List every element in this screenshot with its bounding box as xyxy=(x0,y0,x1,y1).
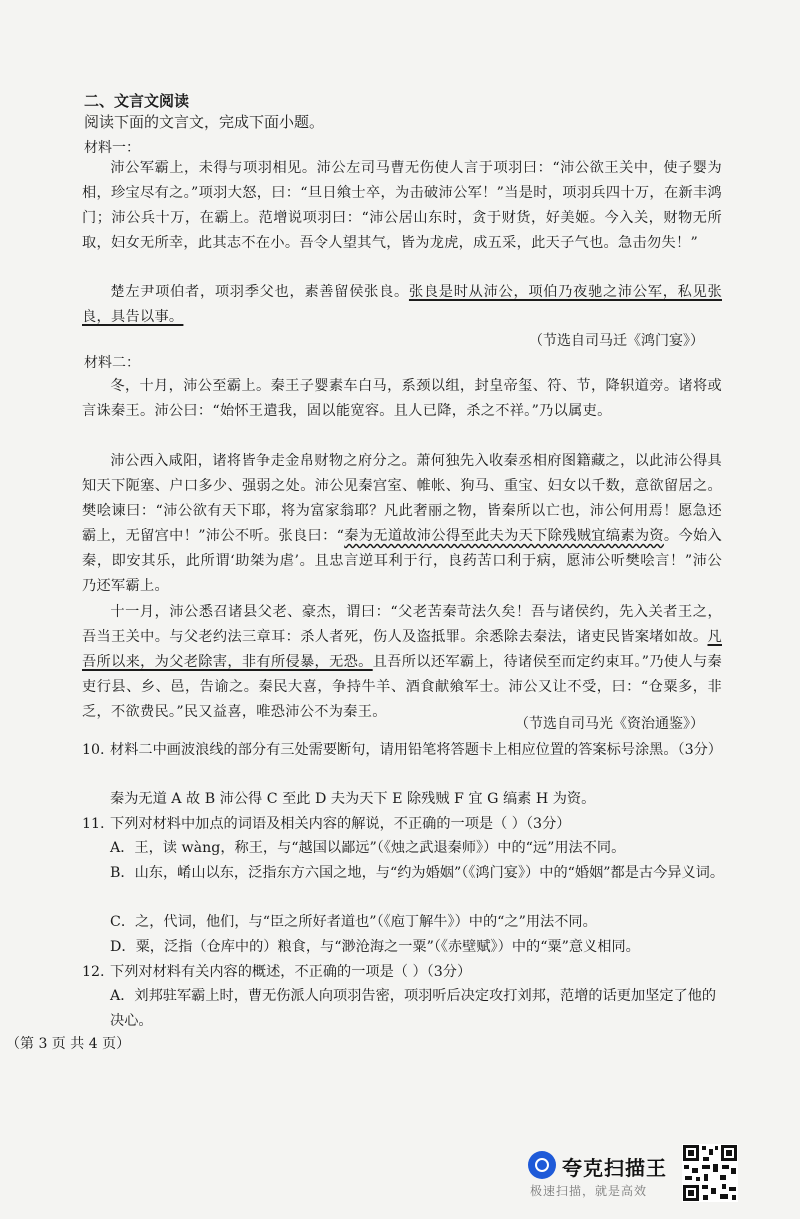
qr-code-icon xyxy=(682,1144,738,1202)
material1-label: 材料一： xyxy=(84,140,140,156)
material1-paragraph1: 沛公军霸上，未得与项羽相见。沛公左司马曹无伤使人言于项羽曰：“沛公欲王关中，使子婴为相，珍宝尽有之。”项羽大怒，曰：“旦日飨士卒，为击破沛公军！”当是时，项羽兵四十万，在新丰鸿门；沛公兵十万，在霸上。范增说项羽曰：“沛公居山东时，贪于财货，好美姬。今入关，财物无所取，妇女无所幸，此其志不在小。吾令人望其气，皆为龙虎，成五采，此天子气也。急击勿失！” xyxy=(82,160,722,251)
quark-logo-icon xyxy=(528,1151,556,1179)
material2-p3-part1: 十一月，沛公悉召诸县父老、豪杰，谓曰：“父老苦秦苛法久矣！吾与诸侯约，先入关者王之，吾当王关中。与父老约法三章耳：杀人者死，伤人及盗抵罪。余悉除去秦法，诸吏民皆案堵如故。 xyxy=(82,604,722,645)
question-12-option-a: A．刘邦驻军霸上时，曹无伤派人向项羽告密，项羽听后决定攻打刘邦，范增的话更加坚定了他的决心。 xyxy=(110,988,717,1029)
question-10-text: 材料二中画波浪线的部分有三处需要断句，请用铅笔将答题卡上相应位置的答案标号涂黑。（3分） xyxy=(110,742,722,758)
material2-paragraph1: 冬，十月，沛公至霸上。秦王子婴素车白马，系颈以组，封皇帝玺、符、节，降轵道旁。诸将或言诛秦王。沛公曰：“始怀王遣我，固以能宽容。且人已降，杀之不祥。”乃以属吏。 xyxy=(82,378,722,419)
material2-p3-underlined: 凡吾所以来，为父老除害，非有所侵暴，无恐。 xyxy=(82,629,722,670)
material2-source: （节选自司马光《资治通鉴》） xyxy=(515,716,704,732)
material2-paragraph2 xyxy=(82,449,722,599)
material1-paragraph2 xyxy=(82,280,722,330)
material2-label: 材料二： xyxy=(84,355,140,371)
material2-p2-wavy: 秦为无道故沛公得至此夫为天下除残贼宜缟素为资 xyxy=(344,528,664,544)
question-11-option-a: A．王，读 wàng，称王，与“越国以鄙远”（《烛之武退秦师》）中的“远”用法不同。 xyxy=(110,840,626,856)
question-11-number: 11. xyxy=(82,816,105,832)
question-11-text: 下列对材料中加点的词语及相关内容的解说，不正确的一项是（ ）（3分） xyxy=(110,816,571,832)
instruction: 阅读下面的文言文，完成下面小题。 xyxy=(84,113,325,131)
material2-paragraph3 xyxy=(82,600,722,725)
material2-p3-part2: 且吾所以还军霸上，待诸侯至而定约束耳。”乃使人与秦吏行县、乡、邑，告谕之。秦民大喜，争持牛羊、酒食献飨军士。沛公又让不受，曰：“仓粟多，非乏，不欲费民。”民又益喜，唯恐沛公不为秦王。 xyxy=(82,654,722,720)
question-10-number: 10. xyxy=(82,742,105,758)
question-11-option-b: B．山东，崤山以东，泛指东方六国之地，与“约为婚姻”（《鸿门宴》）中的“婚姻”都是古今异义词。 xyxy=(110,865,725,881)
question-11 xyxy=(82,812,732,836)
question-11-option-c: C．之，代词，他们，与“臣之所好者道也”（《庖丁解牛》）中的“之”用法不同。 xyxy=(110,914,597,930)
page-number: （第 3 页 共 4 页） xyxy=(6,1036,131,1052)
question-12-text: 下列对材料有关内容的概述，不正确的一项是（ ）（3分） xyxy=(110,964,472,980)
brand-slogan: 极速扫描，就是高效 xyxy=(530,1184,648,1198)
material1-source: （节选自司马迁《鸿门宴》） xyxy=(529,333,704,349)
brand-name: 夸克扫描王 xyxy=(562,1156,667,1180)
scanner-watermark xyxy=(528,1149,678,1199)
material2-p2-part2: 。今始入秦，即安其乐，此所谓‘助桀为虐’。且忠言逆耳利于行，良药苦口利于病，愿沛公听樊哙言！”沛公乃还军霸上。 xyxy=(82,528,723,594)
material1-p2-underlined: 张良是时从沛公，项伯乃夜驰之沛公军，私见张良，具告以事。 xyxy=(82,284,722,325)
question-11-option-d: D．粟，泛指（仓库中的）粮食，与“渺沧海之一粟”（《赤壁赋》）中的“粟”意义相同。 xyxy=(110,939,640,955)
question-12-number: 12. xyxy=(82,964,105,980)
section-title: 二、文言文阅读 xyxy=(84,92,190,110)
question-10-sentence: 秦为无道 A 故 B 沛公得 C 至此 D 夫为天下 E 除残贼 F 宜 G 缟素 H 为资。 xyxy=(110,791,596,807)
question-12 xyxy=(82,960,732,984)
material2-p2-part1: 沛公西入咸阳，诸将皆争走金帛财物之府分之。萧何独先入收秦丞相府图籍藏之，以此沛公得具知天下阨塞、户口多少、强弱之处。沛公见秦宫室、帷帐、狗马、重宝、妇女以千数，意欲留居之。樊哙谏曰：“沛公欲有天下耶，将为富家翁耶？凡此奢丽之物，皆秦所以亡也，沛公何用焉！愿急还霸上，无留宫中！”沛公不听。张良曰：“ xyxy=(82,453,722,544)
question-10 xyxy=(82,738,732,762)
material1-p2-plain: 楚左尹项伯者，项羽季父也，素善留侯张良。 xyxy=(110,284,409,300)
